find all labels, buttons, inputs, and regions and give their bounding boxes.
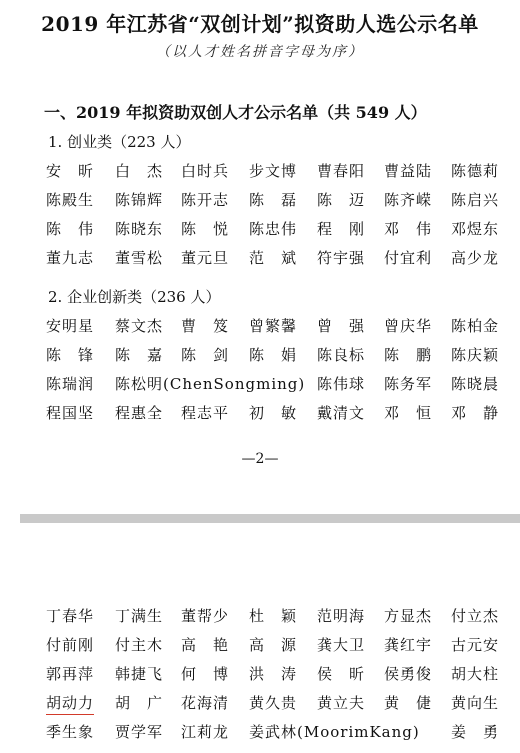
name-entry: 曹 笈 (181, 317, 230, 335)
name-entry: 丁春华 (46, 607, 95, 625)
name-entry: 邓 静 (451, 404, 500, 422)
name-entry: 付立杰 (451, 607, 500, 625)
name-entry: 董九志 (46, 249, 95, 267)
document-page-2 (0, 524, 520, 753)
name-entry: 陈忠伟 (249, 220, 298, 238)
name-entry: 邓煜东 (451, 220, 500, 238)
name-entry: 曹春阳 (317, 162, 366, 180)
name-row (0, 663, 520, 685)
name-entry: 贾学军 (115, 723, 164, 741)
page-separator (20, 514, 520, 523)
name-entry: 胡大柱 (451, 665, 500, 683)
name-entry: 季生象 (46, 723, 95, 741)
name-row (0, 344, 520, 366)
name-entry: 胡动力 (46, 692, 94, 715)
name-entry: 陈良标 (317, 346, 366, 364)
name-row (0, 373, 520, 395)
name-entry: 曾庆华 (384, 317, 433, 335)
name-entry: 陈锦辉 (115, 191, 164, 209)
name-entry: 黄向生 (451, 694, 500, 712)
name-entry: 曹益陆 (384, 162, 433, 180)
name-entry: 陈开志 (181, 191, 230, 209)
name-row (0, 721, 520, 743)
name-entry: 邓 伟 (384, 220, 433, 238)
name-entry: 陈 娟 (249, 346, 298, 364)
document-subtitle: （以人才姓名拼音字母为序） (156, 44, 364, 60)
name-entry: 步文博 (249, 162, 298, 180)
name-entry: 董雪松 (115, 249, 164, 267)
name-entry: 龚大卫 (317, 636, 366, 654)
name-entry: 陈 悦 (181, 220, 230, 238)
name-entry: 何 博 (181, 665, 230, 683)
name-entry: 陈 嘉 (115, 346, 164, 364)
name-entry: 陈 磊 (249, 191, 298, 209)
name-row (0, 189, 520, 211)
name-row (0, 605, 520, 627)
name-entry: 高 艳 (181, 636, 230, 654)
name-entry: 董帮少 (181, 607, 230, 625)
name-entry: 江莉龙 (181, 723, 230, 741)
name-entry: 侯 昕 (317, 665, 366, 683)
section-heading: 一、2019 年拟资助双创人才公示名单（共 549 人） (44, 103, 427, 122)
name-entry: 安 昕 (46, 162, 95, 180)
name-row (0, 315, 520, 337)
name-entry: 韩捷飞 (115, 665, 164, 683)
name-row (0, 247, 520, 269)
name-entry: 曾繁馨 (249, 317, 298, 335)
name-entry: 洪 涛 (249, 665, 298, 683)
name-entry: 陈 剑 (181, 346, 230, 364)
name-entry: 曾 强 (317, 317, 366, 335)
name-entry: 初 敏 (249, 404, 298, 422)
name-entry: 付主木 (115, 636, 164, 654)
name-entry: 程志平 (181, 404, 230, 422)
name-entry: 陈 鹏 (384, 346, 433, 364)
name-row (0, 218, 520, 240)
name-entry: 邓 恒 (384, 404, 433, 422)
name-entry: 程惠全 (115, 404, 164, 422)
name-entry: 白时兵 (181, 162, 230, 180)
name-entry: 古元安 (451, 636, 500, 654)
name-entry: 姜 勇 (451, 723, 500, 741)
name-entry: 姜武林(MoorimKang) (249, 723, 420, 741)
name-entry: 陈庆颖 (451, 346, 500, 364)
document-title: 2019 年江苏省“双创计划”拟资助人选公示名单 (41, 12, 479, 36)
name-entry: 陈德莉 (451, 162, 500, 180)
name-entry: 程 刚 (317, 220, 366, 238)
name-entry: 黄久贵 (249, 694, 298, 712)
name-row (0, 634, 520, 656)
name-entry: 陈伟球 (317, 375, 366, 393)
name-entry: 杜 颖 (249, 607, 298, 625)
name-entry: 陈 迈 (317, 191, 366, 209)
name-entry: 胡 广 (115, 694, 164, 712)
name-entry: 符宇强 (317, 249, 366, 267)
name-entry: 黄 倢 (384, 694, 433, 712)
category-heading-startup: 1. 创业类（223 人） (48, 133, 191, 151)
name-row (0, 160, 520, 182)
name-row (0, 692, 520, 714)
name-entry: 龚红宇 (384, 636, 433, 654)
name-entry: 方显杰 (384, 607, 433, 625)
name-entry: 陈齐嵘 (384, 191, 433, 209)
name-entry: 陈启兴 (451, 191, 500, 209)
name-entry: 白 杰 (115, 162, 164, 180)
name-entry: 陈柏金 (451, 317, 500, 335)
name-entry: 陈松明(ChenSongming) (115, 375, 306, 393)
name-row (0, 402, 520, 424)
category-heading-enterprise-innovation: 2. 企业创新类（236 人） (48, 288, 221, 306)
name-entry: 戴清文 (317, 404, 366, 422)
name-entry: 陈 伟 (46, 220, 95, 238)
name-entry: 付宜利 (384, 249, 433, 267)
name-entry: 黄立夫 (317, 694, 366, 712)
name-entry: 陈瑞润 (46, 375, 95, 393)
name-entry: 陈务军 (384, 375, 433, 393)
name-entry: 郭再萍 (46, 665, 95, 683)
name-entry: 高 源 (249, 636, 298, 654)
page-number: —2— (241, 451, 279, 467)
name-entry: 高少龙 (451, 249, 500, 267)
name-entry: 安明星 (46, 317, 95, 335)
name-entry: 丁满生 (115, 607, 164, 625)
name-entry: 蔡文杰 (115, 317, 164, 335)
name-entry: 程国坚 (46, 404, 95, 422)
name-entry: 范明海 (317, 607, 366, 625)
name-entry: 侯勇俊 (384, 665, 433, 683)
name-entry: 陈晓东 (115, 220, 164, 238)
name-entry: 付前刚 (46, 636, 95, 654)
name-entry: 范 斌 (249, 249, 298, 267)
name-entry: 陈晓晨 (451, 375, 500, 393)
name-entry: 花海清 (181, 694, 230, 712)
name-entry: 陈殿生 (46, 191, 95, 209)
name-entry: 董元旦 (181, 249, 230, 267)
name-entry: 陈 锋 (46, 346, 95, 364)
